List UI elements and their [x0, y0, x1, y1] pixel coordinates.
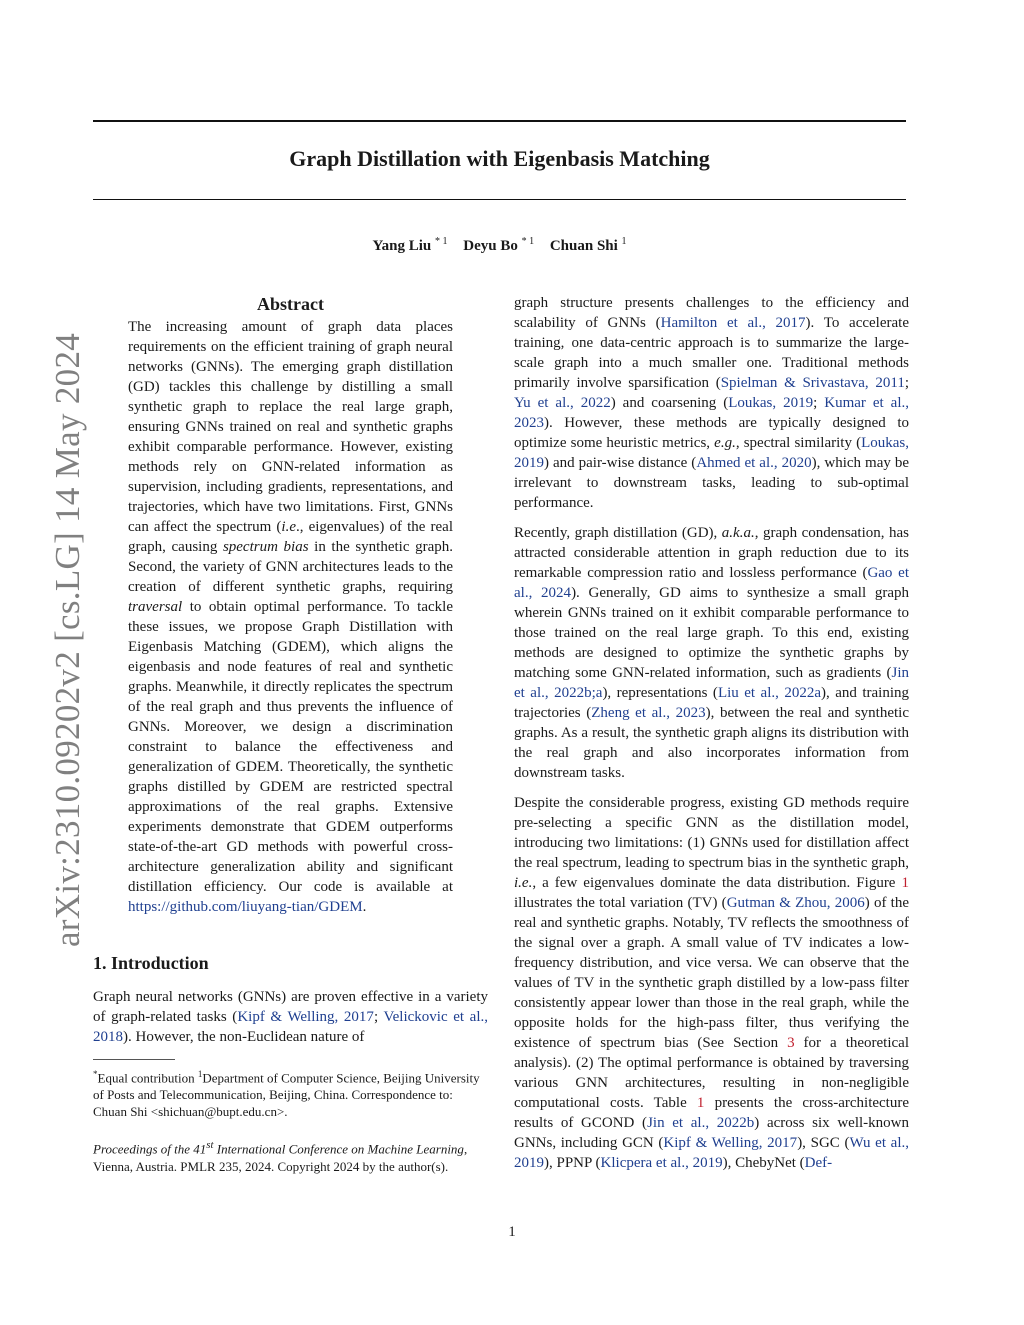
abstract-text: The increasing amount of graph data places requirements on the efficient training of graph neural networks (GNNs). The emerging graph distillation (GD) tackles this challenge by distilling a small synthetic graph to replace the real large graph, ensuring GNNs trained on real and synthetic graphs exhibit comparable performance. However, existing methods rely on GNN-related information as supervision, including gradients, representations, and trajectories, which have two limitations. First, GNNs can affect the spectrum (i.e., eigenvalues) of the real graph, causing spectrum bias in the synthetic graph. Second, the variety of GNN architectures leads to the creation of different synthetic graphs, requiring traversal to obtain optimal performance. To tackle these issues, we propose Graph Distillation with Eigenbasis Matching (GDEM), which aligns the eigenbasis and node features of real and synthetic graphs. Meanwhile, it directly replicates the spectrum of the real graph and thus prevents the influence of GNNs. Moreover, we design a discrimination constraint to balance the effectiveness and generalization of GDEM. Theoretically, the synthetic graphs distilled by GDEM are restricted spectral approximations of the real graphs. Extensive experiments demonstrate that GDEM outperforms state-of-the-art GD methods with powerful cross-architecture generalization ability and significant distillation efficiency. Our code is available at https://github.com/liuyang-tian/GDEM. — [128, 319, 453, 915]
code-link[interactable]: https://github.com/liuyang-tian/GDEM — [128, 899, 363, 915]
citation-link[interactable]: Gutman & Zhou, 2006 — [726, 895, 865, 911]
footnote-rule — [93, 1059, 175, 1060]
footnote: *Equal contribution $^1$Department of Computer Science, Beijing University of Posts and Telecommunication, Beijing, China. Correspondence to: Chuan Shi <shichuan@bupt.edu.cn>. — [93, 1069, 480, 1120]
author-1: Yang Liu $^{* 1}$ — [372, 236, 448, 254]
title-rule-top — [93, 120, 906, 122]
citation-link[interactable]: Velickovic et al., 2018 — [93, 1009, 489, 1045]
citation-link[interactable]: Ahmed et al., 2020 — [696, 455, 812, 471]
intro-paragraph: Graph neural networks (GNNs) are proven effective in a variety of graph-related tasks (Kipf & Welling, 2017; Velickovic et al., 2018). However, the non-Euclidean nature of — [93, 989, 489, 1045]
citation-link[interactable]: Yu et al., 2022 — [514, 395, 611, 411]
section-ref-link[interactable]: 3 — [787, 1035, 795, 1051]
citation-link[interactable]: Klicpera et al., 2019 — [600, 1155, 723, 1171]
citation-link[interactable]: Kipf & Welling, 2017 — [237, 1009, 374, 1025]
citation-link[interactable]: Wu et al., 2019 — [514, 1135, 909, 1171]
citation-link[interactable]: Kumar et al., 2023 — [514, 395, 909, 431]
left-column — [93, 293, 488, 1175]
author-3: Chuan Shi $^1$ — [549, 236, 627, 254]
citation-link[interactable]: Gao et al., 2024 — [514, 565, 909, 601]
abstract-heading: Abstract — [257, 294, 324, 314]
table-ref-link[interactable]: 1 — [696, 1095, 705, 1111]
citation-link[interactable]: Spielman & Srivastava, 2011 — [720, 375, 905, 391]
figure-ref-link[interactable]: 1 — [901, 875, 909, 891]
citation-link[interactable]: Loukas, 2019 — [728, 395, 814, 411]
citation-link[interactable]: Jin et al., 2022b — [647, 1115, 755, 1131]
citation-link[interactable]: Def- — [804, 1155, 833, 1171]
author-list — [93, 236, 906, 255]
citation-link[interactable]: Zheng et al., 2023 — [591, 705, 706, 721]
title-rule-bottom — [93, 199, 906, 200]
right-column — [514, 293, 909, 1183]
citation-link[interactable]: Loukas, 2019 — [514, 435, 909, 471]
citation-link[interactable]: Liu et al., 2022a — [717, 685, 821, 701]
paper-title: Graph Distillation with Eigenbasis Matching — [289, 146, 710, 171]
proceedings-note: Proceedings of the 41st International Conference on Machine Learning, Vienna, Austria. PMLR 235, 2024. Copyright 2024 by the author(s). — [93, 1139, 468, 1174]
citation-link[interactable]: Hamilton et al., 2017 — [660, 315, 806, 331]
body-paragraph: Recently, graph distillation (GD), a.k.a., graph condensation, has attracted considerable attention in graph reduction due to its remarkable compression ratio and lossless performance (Gao et al., 2024). Generally, GD aims to synthesize a small graph wherein GNNs trained on it exhibit comparable performance to those trained on the real large graph. To this end, existing methods are designed to optimize the synthetic graphs by matching some GNN-related information, such as gradients (Jin et al., 2022b;a), representations (Liu et al., 2022a), and training trajectories (Zheng et al., 2023), between the real and synthetic graphs. As a result, the synthetic graph aligns its distribution with the real graph and also incorporates information from downstream tasks. — [514, 525, 910, 781]
body-paragraph: graph structure presents challenges to the efficiency and scalability of GNNs (Hamilton et al., 2017). To accelerate training, one data-centric approach is to summarize the large-scale graph into a much smaller one. Traditional methods primarily involve sparsification (Spielman & Srivastava, 2011; Yu et al., 2022) and coarsening (Loukas, 2019; Kumar et al., 2023). However, these methods are typically designed to optimize some heuristic metrics, e.g., spectral similarity (Loukas, 2019) and pair-wise distance (Ahmed et al., 2020), which may be irrelevant to downstream tasks, leading to sub-optimal performance. — [514, 295, 910, 511]
author-2: Deyu Bo $^{* 1}$ — [463, 236, 535, 254]
citation-link[interactable]: Kipf & Welling, 2017 — [663, 1135, 798, 1151]
section-heading-introduction: 1. Introduction — [93, 953, 209, 973]
page-number: 1 — [508, 1224, 516, 1240]
body-paragraph: Despite the considerable progress, existing GD methods require pre-selecting a specific GNN as the distillation model, introducing two limitations: (1) GNNs used for distillation affect the real spectrum, leading to spectrum bias in the synthetic graph, i.e., a few eigenvalues dominate the data distribution. Figure 1 illustrates the total variation (TV) (Gutman & Zhou, 2006) of the real and synthetic graphs. Notably, TV reflects the smoothness of the signal over a graph. A small value of TV indicates a low-frequency distribution, and vice versa. We can observe that the values of TV in the synthetic graph distilled by a low-pass filter consistently appear lower than those in the real graph, while the opposite holds for the high-pass filter, thus verifying the existence of spectrum bias (See Section 3 for a theoretical analysis). (2) The optimal performance is obtained by traversing various GNN architectures, resulting in non-negligible computational costs. Table 1 presents the cross-architecture results of GCOND (Jin et al., 2022b) across six well-known GNNs, including GCN (Kipf & Welling, 2017), SGC (Wu et al., 2019), PPNP (Klicpera et al., 2019), ChebyNet (Def- — [514, 795, 910, 1171]
citation-link[interactable]: Jin et al., 2022b;a — [514, 665, 909, 701]
